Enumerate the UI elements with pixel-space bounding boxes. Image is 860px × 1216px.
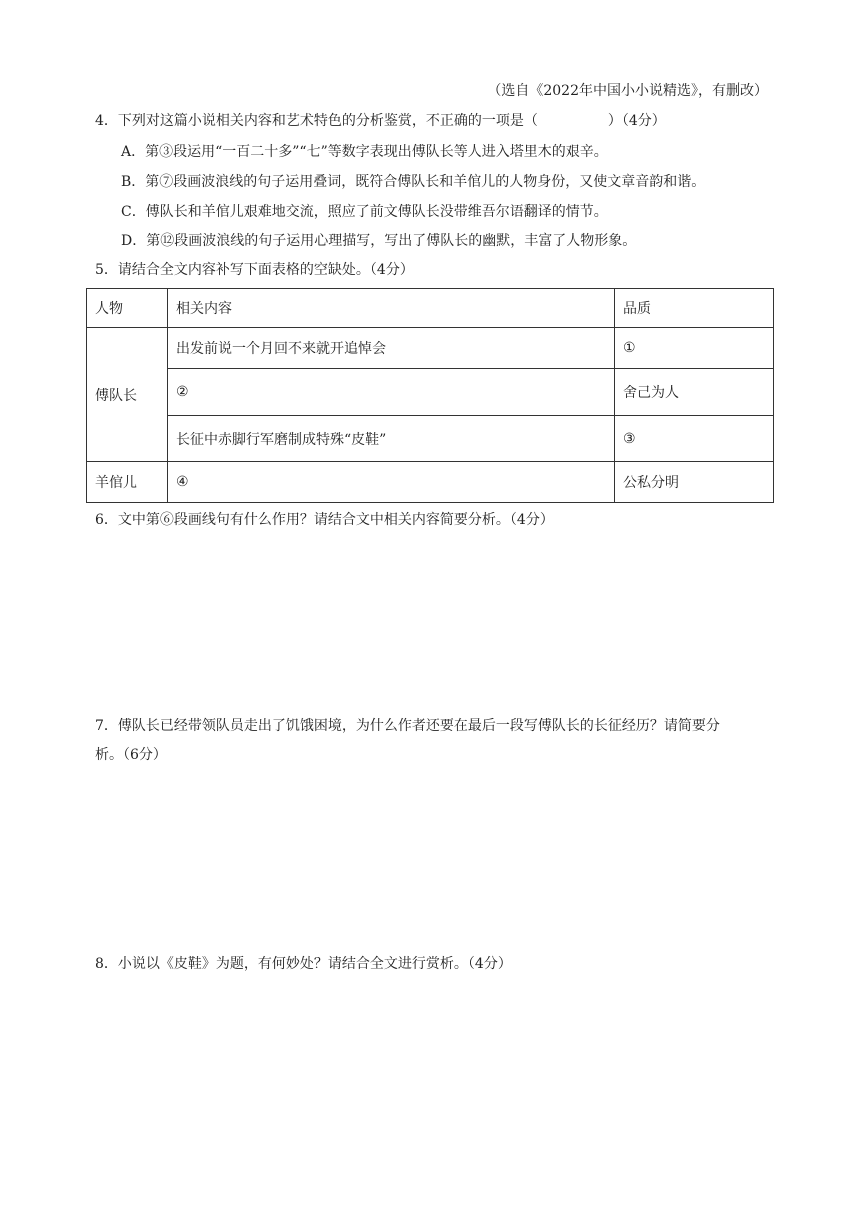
header-person: 人物 [87, 289, 168, 328]
table-row [87, 328, 774, 369]
person-cell-fu: 傅队长 [87, 328, 168, 462]
question-6: 6．文中第⑥段画线句有什么作用？请结合文中相关内容简要分析。（4分） [95, 512, 554, 528]
person-cell-shepherd: 羊倌儿 [87, 462, 168, 503]
question-7-line-2: 析。（6分） [95, 747, 167, 763]
quality-cell: 公私分明 [615, 462, 774, 503]
quality-cell: ③ [615, 416, 774, 462]
question-4-option-c: C．傅队长和羊倌儿艰难地交流，照应了前文傅队长没带维吾尔语翻译的情节。 [121, 204, 608, 220]
question-5-stem: 5．请结合全文内容补写下面表格的空缺处。（4分） [95, 262, 414, 278]
header-content: 相关内容 [168, 289, 615, 328]
header-quality: 品质 [615, 289, 774, 328]
question-4-option-d: D．第⑫段画波浪线的句子运用心理描写，写出了傅队长的幽默，丰富了人物形象。 [121, 233, 637, 249]
source-note: （选自《2022年中国小小说精选》，有删改） [487, 83, 768, 99]
content-cell: ④ [168, 462, 615, 503]
quality-cell: ① [615, 328, 774, 369]
table-header-row [87, 289, 774, 328]
character-table [86, 288, 774, 503]
table-row [87, 416, 774, 462]
table-row [87, 369, 774, 416]
question-4-stem: 4．下列对这篇小说相关内容和艺术特色的分析鉴赏，不正确的一项是（ ）（4分） [95, 113, 666, 129]
content-cell: 长征中赤脚行军磨制成特殊“皮鞋” [168, 416, 615, 462]
quality-cell: 舍己为人 [615, 369, 774, 416]
question-4-option-a: A．第③段运用“一百二十多”“七”等数字表现出傅队长等人进入塔里木的艰辛。 [121, 144, 608, 160]
question-4-option-b: B．第⑦段画波浪线的句子运用叠词，既符合傅队长和羊倌儿的人物身份，又使文章音韵和谐。 [121, 174, 706, 190]
content-cell: ② [168, 369, 615, 416]
content-cell: 出发前说一个月回不来就开追悼会 [168, 328, 615, 369]
question-7-line-1: 7．傅队长已经带领队员走出了饥饿困境，为什么作者还要在最后一段写傅队长的长征经历？请简要分 [95, 718, 720, 734]
table-row [87, 462, 774, 503]
question-8: 8．小说以《皮鞋》为题，有何妙处？请结合全文进行赏析。（4分） [95, 956, 512, 972]
